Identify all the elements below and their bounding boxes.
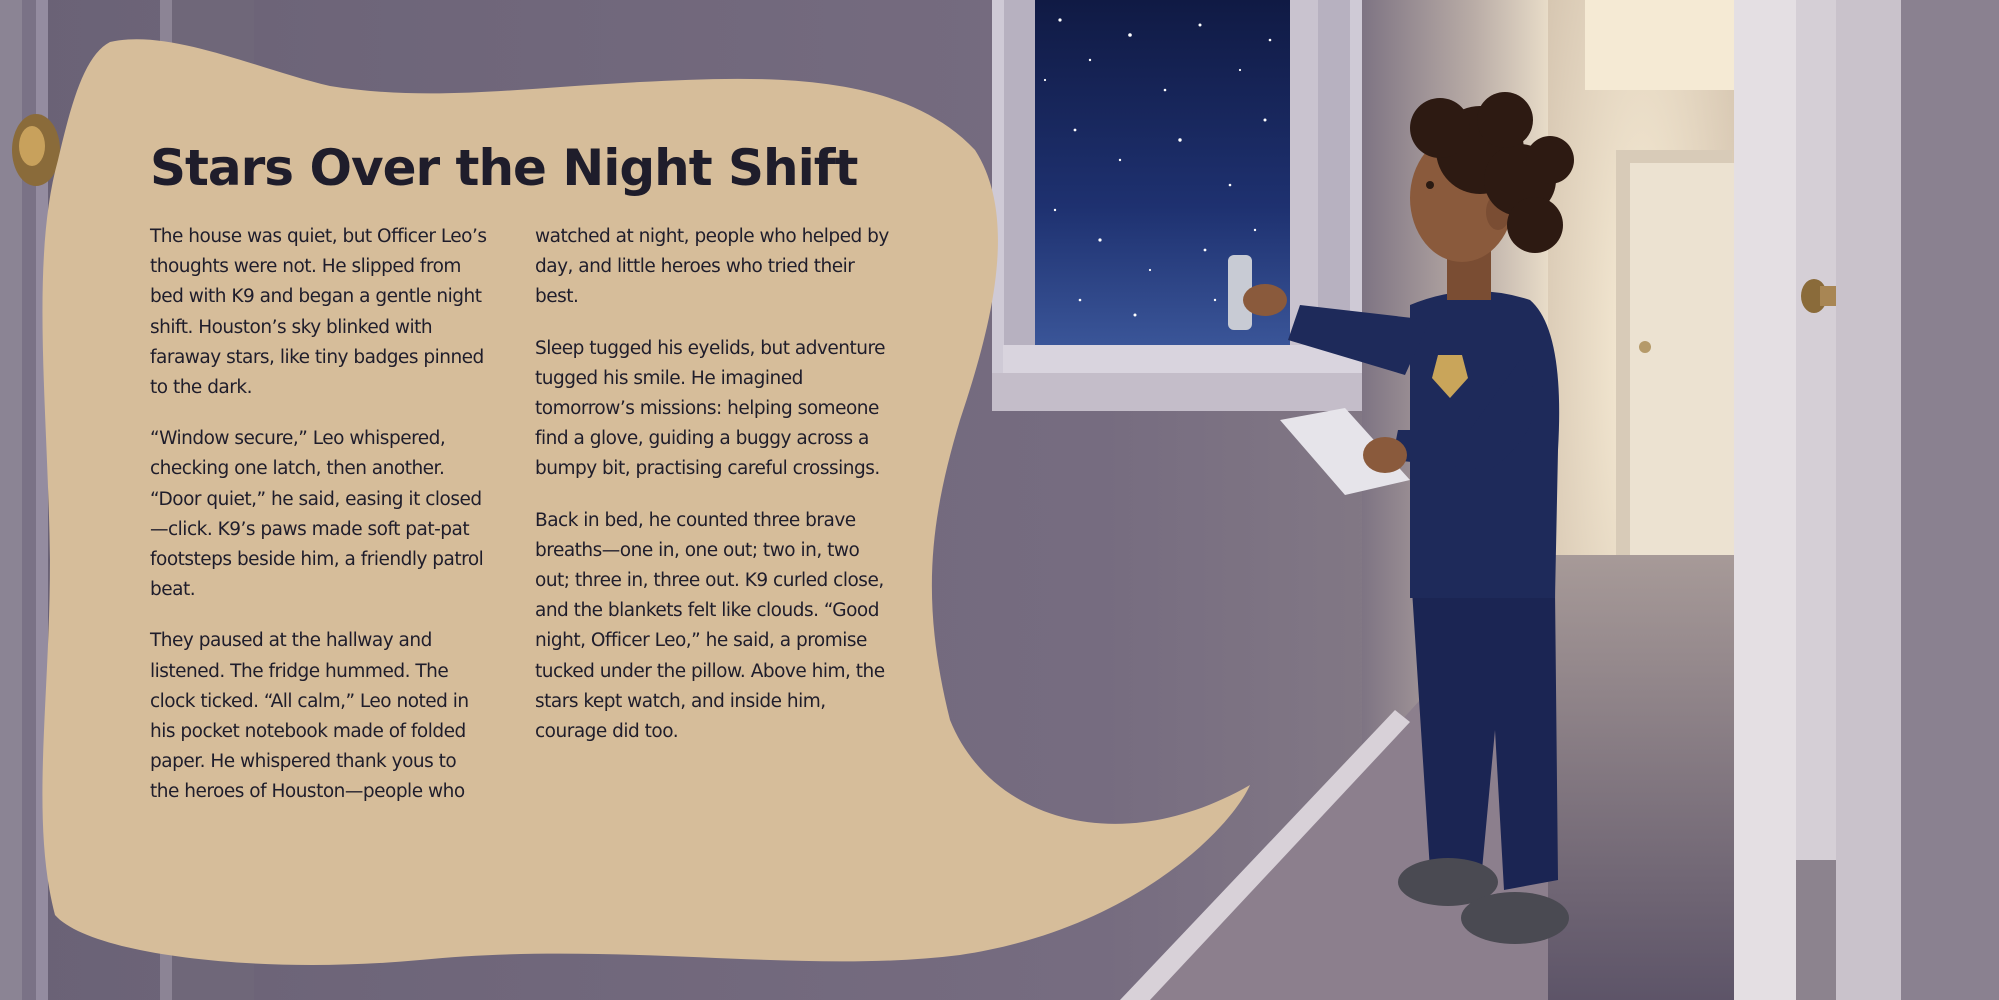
door-knob-icon [1639,341,1651,353]
paragraph: The house was quiet, but Officer Leo’s thoughts were not. He slipped from bed with K9 and began a gentle night shift. Houston’s sky blinked with faraway stars, like tiny badges pinned to the dark. [150,226,487,399]
story-column-right [535,222,890,768]
paragraph: Back in bed, he counted three brave breaths—one in, one out; two in, two out; three in, three out. K9 curled close, and the blankets felt like clouds. “Good night, Officer Leo,” he said, a promise tucked under the pillow. Above him, the stars kept watch, and inside him, courage did too. [535,509,885,743]
hand [1243,284,1287,316]
right-door [1734,0,1999,1000]
night-window [992,0,1374,411]
paragraph: They paused at the hallway and listened. The fridge hummed. The clock ticked. “All calm,” Leo noted in his pocket notebook made of folded paper. He whispered thank yous to the heroes of Houston—people who [150,630,469,803]
story-title: Stars Over the Night Shift [150,139,858,197]
paragraph: “Window secure,” Leo whispered, checking one latch, then another. “Door quiet,” he said, easing it closed —click. K9’s paws made soft pat-pat footsteps beside him, a friendly patrol beat. [150,428,484,601]
right-shoe [1461,892,1569,944]
story-column-left [150,222,490,829]
door-knob-icon [12,114,60,186]
paragraph: watched at night, people who helped by day, and little heroes who tried their best. [535,226,889,308]
paragraph: Sleep tugged his eyelids, but adventure tugged his smile. He imagined tomorrow’s missions: helping someone find a glove, guiding a buggy across a bumpy bit, practising careful crossings. [535,337,886,480]
